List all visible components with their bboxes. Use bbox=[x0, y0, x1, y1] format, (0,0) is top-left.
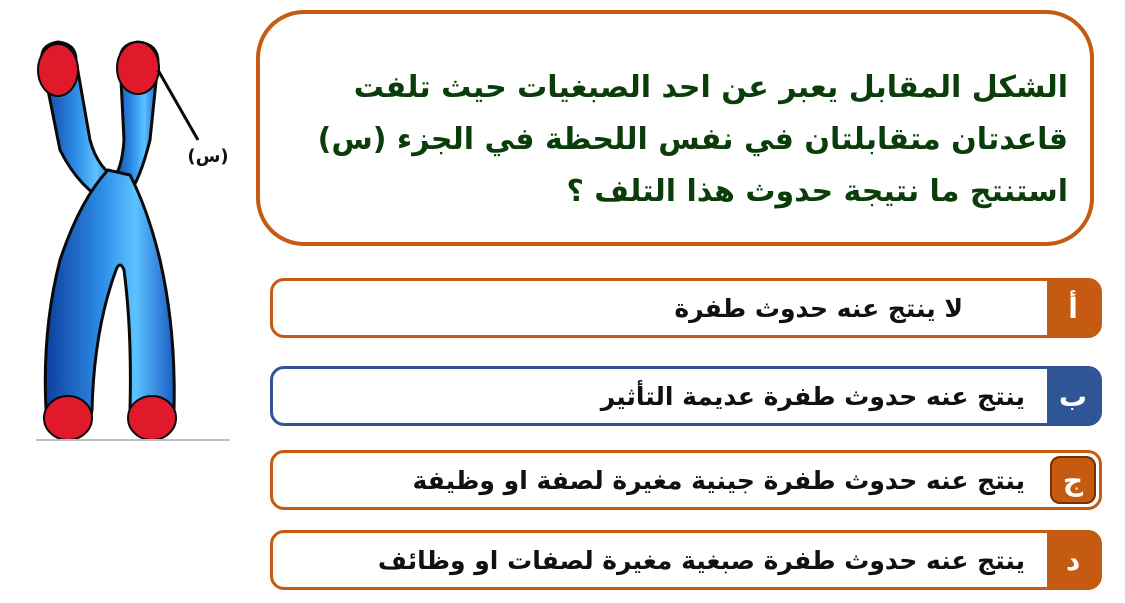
telomere-lower-right bbox=[128, 396, 176, 440]
question-text: الشكل المقابل يعبر عن احد الصبغيات حيث تلفت قاعدتان متقابلتان في نفس اللحظة في الجزء (س) استنتج ما نتيجة حدوث هذا التلف ؟ bbox=[317, 70, 1068, 209]
chromosome-arm-lower bbox=[45, 170, 174, 432]
option-c-text: ينتج عنه حدوث طفرة جينية مغيرة لصفة او وظيفة bbox=[412, 465, 1025, 495]
chromosome-figure bbox=[20, 30, 250, 450]
option-c[interactable] bbox=[270, 450, 1102, 510]
option-b[interactable] bbox=[270, 366, 1102, 426]
option-b-letter: ب bbox=[1047, 369, 1099, 423]
telomere-upper-left bbox=[38, 44, 78, 96]
telomere-lower-left bbox=[44, 396, 92, 440]
option-a[interactable] bbox=[270, 278, 1102, 338]
figure-label: (س) bbox=[187, 146, 229, 167]
telomere-upper-right bbox=[117, 42, 159, 94]
option-a-text: لا ينتج عنه حدوث طفرة bbox=[674, 293, 963, 323]
option-d[interactable] bbox=[270, 530, 1102, 590]
label-pointer-line bbox=[158, 70, 198, 140]
question-box bbox=[256, 10, 1094, 246]
option-d-text: ينتج عنه حدوث طفرة صبغية مغيرة لصفات او وظائف bbox=[377, 545, 1025, 575]
chromosome-illustration bbox=[20, 30, 250, 450]
option-a-letter: أ bbox=[1047, 281, 1099, 335]
option-d-letter: د bbox=[1047, 533, 1099, 587]
option-c-letter: ج bbox=[1050, 456, 1096, 504]
option-b-text: ينتج عنه حدوث طفرة عديمة التأثير bbox=[600, 381, 1025, 411]
